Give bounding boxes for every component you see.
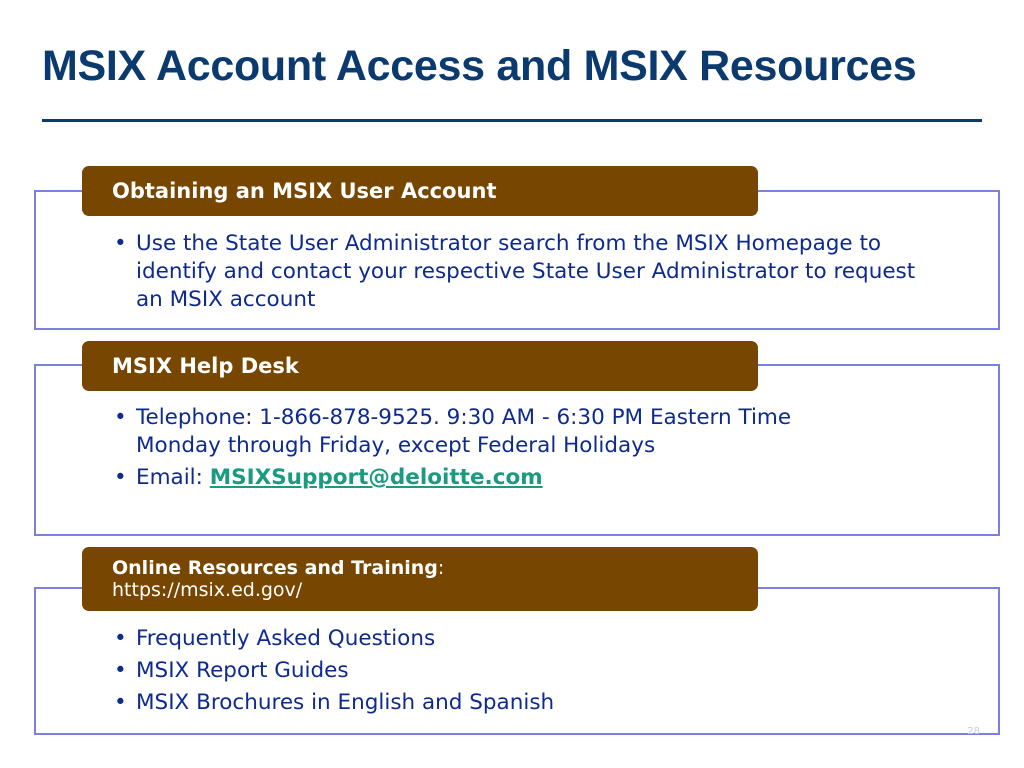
account-bullet-item: • Use the State User Administrator search from the MSIX Homepage to identify and contact your respective State User Administrator to request an MSIX account [110, 230, 940, 314]
title-divider [42, 119, 982, 122]
online-bullet-item: • Frequently Asked Questions [110, 625, 890, 653]
help-desk-header-label: MSIX Help Desk [112, 354, 299, 378]
telephone-hours: Telephone: 1-866-878-9525. 9:30 AM - 6:30 PM Eastern Time [136, 405, 792, 430]
account-bullet-list [110, 230, 940, 318]
page-number: 28 [967, 726, 980, 737]
help-desk-section-header [82, 341, 758, 391]
slide-title: MSIX Account Access and MSIX Resources [42, 42, 917, 90]
telephone-bullet [110, 404, 890, 460]
telephone-days: Monday through Friday, except Federal Holidays [136, 433, 656, 458]
account-section-header [82, 166, 758, 216]
online-header-label: Online Resources and Training [112, 557, 438, 579]
online-bullet-list [110, 625, 890, 721]
online-url[interactable]: https://msix.ed.gov/ [112, 579, 303, 601]
account-header-label: Obtaining an MSIX User Account [112, 179, 497, 203]
online-bullet-item: • MSIX Report Guides [110, 657, 890, 685]
email-bullet [110, 464, 890, 492]
online-section-header [82, 547, 758, 611]
online-bullet-item: • MSIX Brochures in English and Spanish [110, 689, 890, 717]
help-desk-bullet-list [110, 404, 890, 496]
online-header-colon: : [437, 557, 445, 579]
email-label: Email: [136, 465, 210, 490]
online-header-line [112, 557, 758, 579]
support-email-link[interactable]: MSIXSupport@deloitte.com [209, 465, 543, 490]
